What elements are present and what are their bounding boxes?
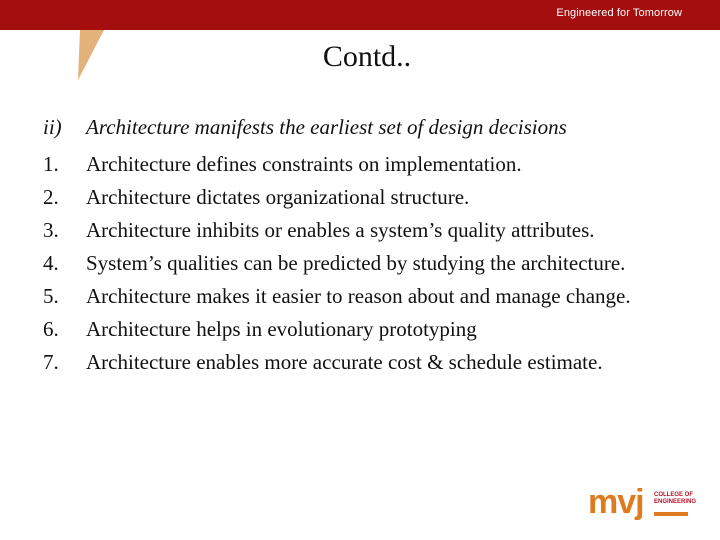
- logo-underline: [654, 512, 688, 516]
- list-item: [43, 152, 703, 176]
- points-list: [43, 142, 703, 374]
- list-item: [43, 350, 703, 374]
- section-subheading: [43, 115, 567, 140]
- list-item: [43, 284, 703, 308]
- list-item-number: 3.: [43, 218, 59, 242]
- list-item-number: 7.: [43, 350, 59, 374]
- header-tagline: Engineered for Tomorrow: [556, 7, 682, 19]
- list-item-text: Architecture defines constraints on implementation.: [86, 152, 522, 176]
- list-item-text: Architecture dictates organizational structure.: [86, 185, 470, 209]
- list-item-text: Architecture inhibits or enables a system’s quality attributes.: [86, 218, 595, 242]
- list-item-text: System’s qualities can be predicted by studying the architecture.: [86, 251, 626, 275]
- logo-college-text: COLLEGE OF ENGINEERING: [654, 492, 697, 505]
- logo-mark: mvj: [588, 483, 644, 521]
- list-item-text: Architecture enables more accurate cost & schedule estimate.: [86, 350, 603, 374]
- list-item: [43, 317, 703, 341]
- list-item-number: 6.: [43, 317, 59, 341]
- list-item-number: 5.: [43, 284, 59, 308]
- slide-title: Contd..: [322, 40, 412, 73]
- subheading-number: ii): [43, 115, 62, 139]
- list-item: [43, 251, 703, 275]
- list-item-number: 2.: [43, 185, 59, 209]
- list-item-number: 1.: [43, 152, 59, 176]
- subheading-text: Architecture manifests the earliest set of design decisions: [86, 115, 567, 139]
- list-item: [43, 185, 703, 209]
- list-item-text: Architecture makes it easier to reason about and manage change.: [86, 284, 631, 308]
- college-logo: [588, 483, 697, 524]
- list-item-number: 4.: [43, 251, 59, 275]
- list-item-text: Architecture helps in evolutionary prototyping: [86, 317, 477, 341]
- list-item: [43, 218, 703, 242]
